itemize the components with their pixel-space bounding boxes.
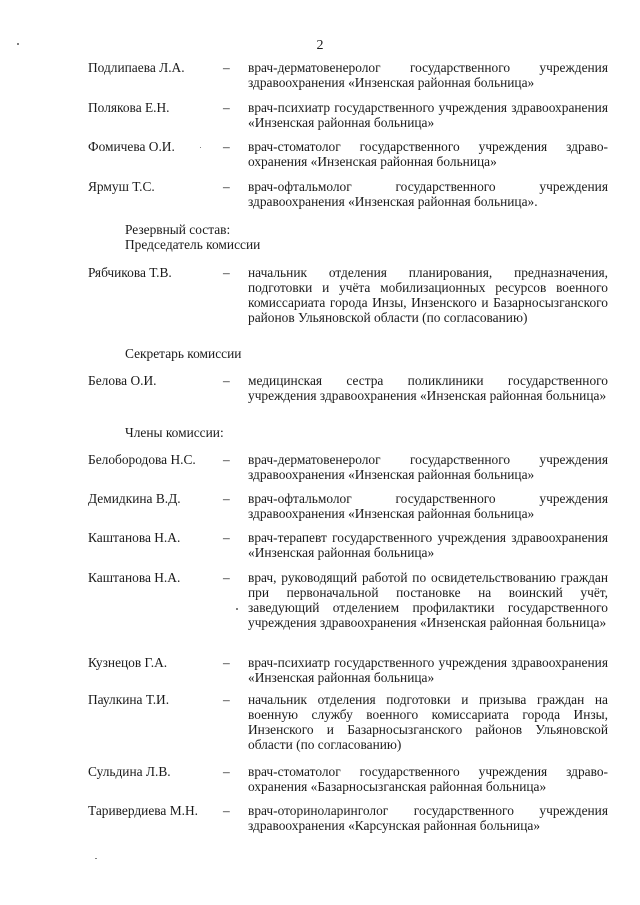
member-name: Белова О.И. <box>88 373 157 388</box>
member-position: врач-дерматовенеролог государственного учреждения здравоохранения «Инзенская районная больница» <box>248 60 608 90</box>
dash: – <box>223 655 230 670</box>
member-position: врач-стоматолог государственного учреждения здравоохранения «Базарносызганская районная больница» <box>248 764 608 794</box>
section-heading-members: Члены комиссии: <box>125 425 224 440</box>
member-name: Сульдина Л.В. <box>88 764 171 779</box>
member-position: медицинская сестра поликлиники государственного учреждения здравоохранения «Инзенская районная больница» <box>248 373 608 403</box>
member-position: врач-терапевт государственного учреждения здравоохранения «Инзенская районная больница» <box>248 530 608 560</box>
member-position: врач-дерматовенеролог государственного учреждения здравоохранения «Инзенская районная больница» <box>248 452 608 482</box>
member-position: врач-психиатр государственного учреждения здравоохранения «Инзенская районная больница» <box>248 100 608 130</box>
member-name: Демидкина В.Д. <box>88 491 181 506</box>
dash: – <box>223 803 230 818</box>
member-name: Таривердиева М.Н. <box>88 803 198 818</box>
scan-speck <box>17 43 19 45</box>
dash: – <box>223 452 230 467</box>
member-name: Ярмуш Т.С. <box>88 179 155 194</box>
member-name: Кузнецов Г.А. <box>88 655 168 670</box>
member-position: начальник отделения планирования, предназначения, подготовки и учёта мобилизационных ресурсов военного комиссариата города Инзы, Инзенского и Базарносызганского районов Ульяновской области (по согласованию) <box>248 265 608 325</box>
dash: – <box>223 530 230 545</box>
member-name: Каштанова Н.А. <box>88 530 181 545</box>
dash: – <box>223 265 230 280</box>
member-name: Паулкина Т.И. <box>88 692 170 707</box>
member-position: врач-стоматолог государственного учреждения здравоохранения «Инзенская районная больница» <box>248 139 608 169</box>
member-position: врач-психиатр государственного учреждения здравоохранения «Инзенская районная больница» <box>248 655 608 685</box>
member-position: начальник отделения подготовки и призыва граждан на военную службу военного комиссариата города Инзы, Инзенского и Базарносызганского районов Ульяновской области (по согласованию) <box>248 692 608 752</box>
section-heading-reserve: Резервный состав: <box>125 222 231 237</box>
scan-speck <box>236 608 238 610</box>
member-name: Подлипаева Л.А. <box>88 60 185 75</box>
section-heading-secretary: Секретарь комиссии <box>125 346 242 361</box>
dash: – <box>223 764 230 779</box>
member-position: врач-оториноларинголог государственного учреждения здравоохранения «Карсунская районная больница» <box>248 803 608 833</box>
member-position: врач, руководящий работой по освидетельствованию граждан при первоначальной постановке на воинский учёт, заведующий отделением профилактики государственного учреждения здравоохранения «Инзенская районная больница» <box>248 570 608 630</box>
dash: – <box>223 100 230 115</box>
scan-speck <box>200 147 201 148</box>
dash: – <box>223 570 230 585</box>
page-number: 2 <box>316 38 324 53</box>
dash: – <box>223 491 230 506</box>
dash: – <box>223 692 230 707</box>
member-name: Рябчикова Т.В. <box>88 265 172 280</box>
member-position: врач-офтальмолог государственного учреждения здравоохранения «Инзенская районная больница» <box>248 491 608 521</box>
member-name: Фомичева О.И. <box>88 139 175 154</box>
member-name: Белобородова Н.С. <box>88 452 196 467</box>
dash: – <box>223 139 230 154</box>
scan-speck <box>95 858 97 859</box>
dash: – <box>223 60 230 75</box>
section-heading-chair: Председатель комиссии <box>125 237 261 252</box>
member-position: врач-офтальмолог государственного учреждения здравоохранения «Инзенская районная больница». <box>248 179 608 209</box>
dash: – <box>223 179 230 194</box>
member-name: Каштанова Н.А. <box>88 570 181 585</box>
member-name: Полякова Е.Н. <box>88 100 170 115</box>
dash: – <box>223 373 230 388</box>
